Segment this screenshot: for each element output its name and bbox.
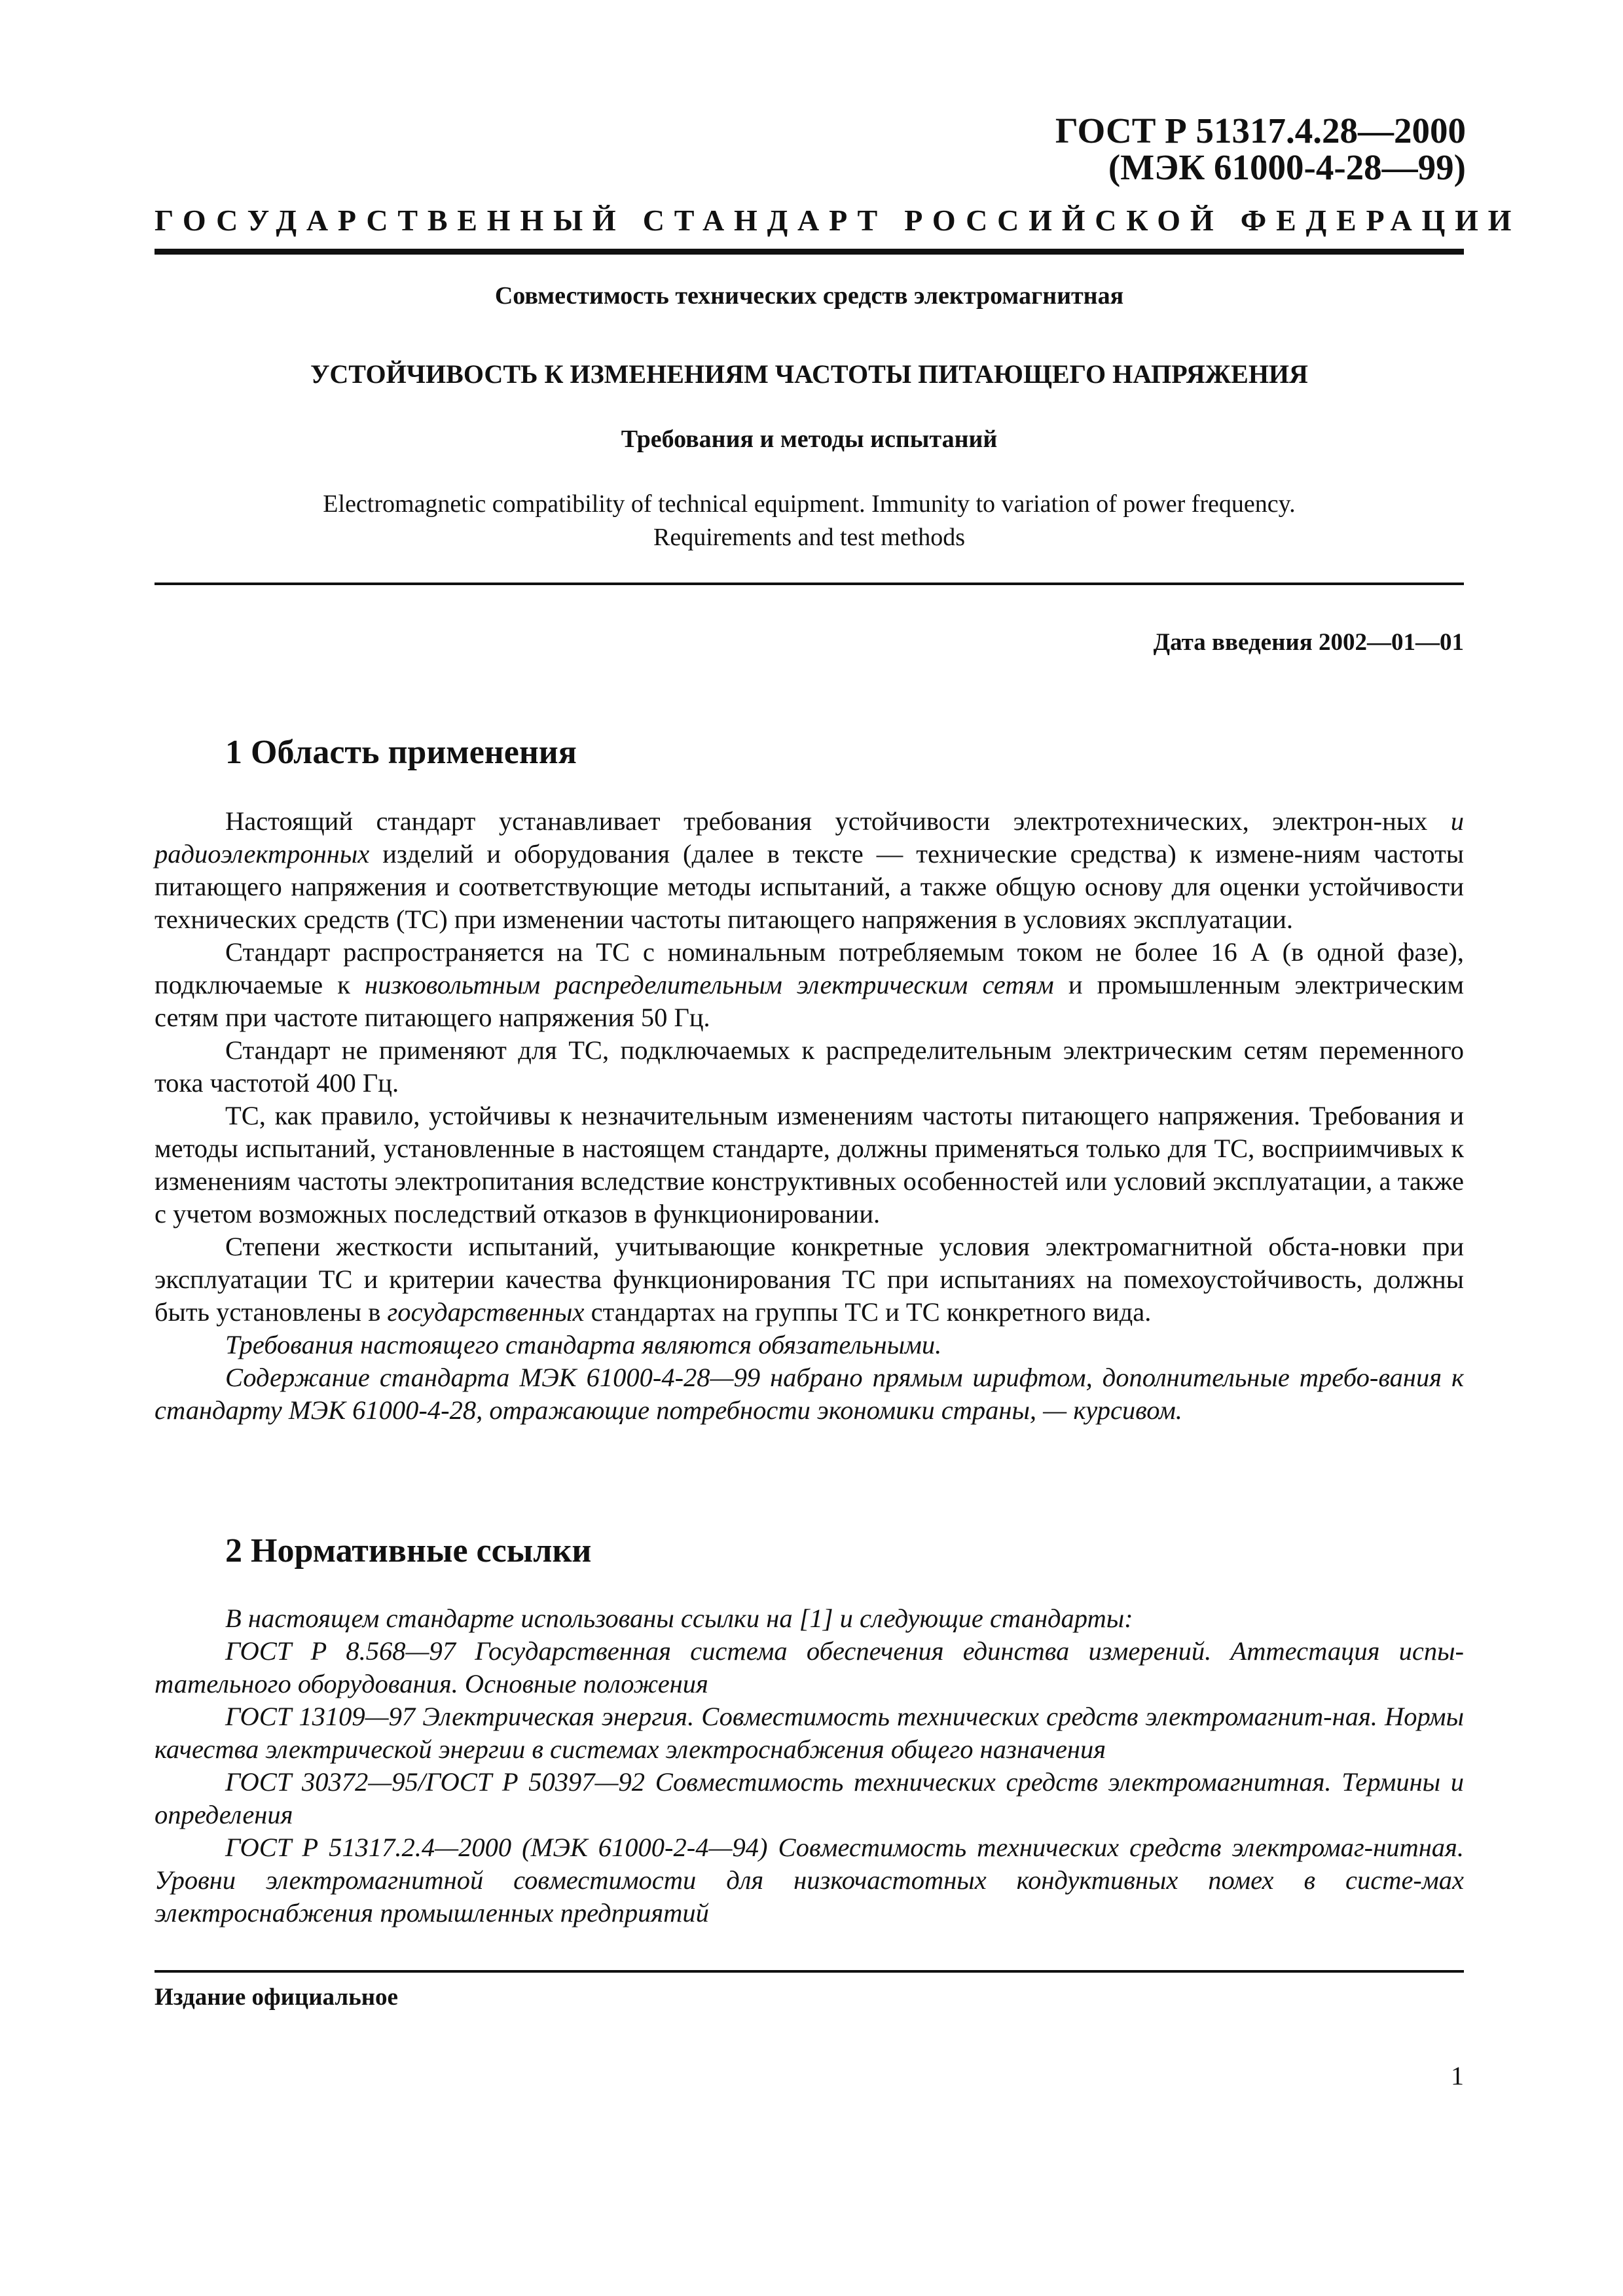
english-title xyxy=(155,488,1464,554)
text-run: Настоящий стандарт устанавливает требования устойчивости электротехнических, электрон-ных xyxy=(225,806,1451,836)
edition-label: Издание официальное xyxy=(155,1984,398,2011)
intro-date: Дата введения 2002—01—01 xyxy=(1153,629,1464,656)
english-title-line1: Electromagnetic compatibility of technical equipment. Immunity to variation of power frequency. xyxy=(323,490,1296,518)
reference-item: ГОСТ 13109—97 Электрическая энергия. Совместимость технических средств электромагнит-ная. Нормы качества электрической энергии в системах электроснабжения общего назначения xyxy=(155,1702,1464,1764)
doc-number-line1: ГОСТ Р 51317.4.28—2000 xyxy=(1055,111,1466,151)
title-subtitle-bottom: Требования и методы испытаний xyxy=(621,425,998,453)
reference-item: ГОСТ Р 8.568—97 Государственная система обеспечения единства измерений. Аттестация испы-тательного оборудования. Основные положения xyxy=(155,1636,1464,1698)
section-body-normative-refs xyxy=(155,1602,1464,1929)
main-title: УСТОЙЧИВОСТЬ К ИЗМЕНЕНИЯМ ЧАСТОТЫ ПИТАЮЩЕГО НАПРЯЖЕНИЯ xyxy=(310,359,1308,389)
text-run-italic: низковольтным распределительным электрическим сетям xyxy=(365,970,1054,999)
paragraph: ТС, как правило, устойчивы к незначительным изменениям частоты питающего напряжения. Требования и методы испытаний, установленные в настоящем стандарте, должны применяться только для ТС, восприимчивых к изменениям частоты электропитания вследствие конструктивных особенностей или условий эксплуатации, а также с учетом возможных последствий отказов в функционировании. xyxy=(155,1101,1464,1229)
paragraph xyxy=(155,1230,1464,1329)
title-block xyxy=(155,281,1464,554)
section-heading-scope: 1 Область применения xyxy=(225,734,577,771)
footer-divider xyxy=(155,1970,1464,1973)
document-number xyxy=(1055,113,1466,186)
title-divider xyxy=(155,583,1464,585)
title-subtitle-top: Совместимость технических средств электромагнитная xyxy=(494,282,1124,310)
reference-item: ГОСТ Р 51317.2.4—2000 (МЭК 61000-2-4—94) Совместимость технических средств электромаг-нитная. Уровни электромагнитной совместимости для низкочастотных кондуктивных помех в систе-мах электроснабжения промышленных предприятий xyxy=(155,1833,1464,1928)
english-title-line2: Requirements and test methods xyxy=(653,524,965,551)
text-run-italic: и радиоэлектронных xyxy=(155,806,1464,869)
text-run: Стандарт распространяется на ТС с номинальным потребляемым током не более 16 А (в одной фазе), подключаемые к xyxy=(155,937,1464,999)
page-number: 1 xyxy=(1451,2061,1464,2090)
header-divider xyxy=(155,249,1464,255)
paragraph xyxy=(155,936,1464,1034)
paragraph: Стандарт не применяют для ТС, подключаемых к распределительным электрическим сетям переменного тока частотой 400 Гц. xyxy=(155,1035,1464,1098)
text-run-italic: государственных xyxy=(387,1297,585,1327)
section-heading-normative-refs: 2 Нормативные ссылки xyxy=(225,1532,592,1570)
section-body-scope xyxy=(155,805,1464,1427)
paragraph xyxy=(155,805,1464,936)
text-run: стандартах на группы ТС и ТС конкретного вида. xyxy=(584,1297,1152,1327)
text-run: и промышленным электрическим сетям при частоте питающего напряжения 50 Гц. xyxy=(155,970,1464,1032)
paragraph: Требования настоящего стандарта являются обязательными. xyxy=(225,1330,942,1359)
paragraph: В настоящем стандарте использованы ссылки на [1] и следующие стандарты: xyxy=(225,1604,1133,1633)
text-run: Степени жесткости испытаний, учитывающие конкретные условия электромагнитной обста-новки при эксплуатации ТС и критерии качества функционирования ТС при испытаниях на помехоустойчивость, должны быть установлены в xyxy=(155,1232,1464,1327)
paragraph: Содержание стандарта МЭК 61000-4-28—99 набрано прямым шрифтом, дополнительные требо-вания к стандарту МЭК 61000-4-28, отражающие потребности экономики страны, — курсивом. xyxy=(155,1363,1464,1425)
doc-number-line2: (МЭК 61000-4-28—99) xyxy=(1108,147,1466,187)
text-run: изделий и оборудования (далее в тексте — технические средства) к измене-ниям частоты питающего напряжения и соответствующие методы испытаний, а также общую основу для оценки устойчивости технических средств (ТС) при изменении частоты питающего напряжения в условиях эксплуатации. xyxy=(155,839,1464,934)
gov-standard-header: ГОСУДАРСТВЕННЫЙ СТАНДАРТ РОССИЙСКОЙ ФЕДЕРАЦИИ xyxy=(155,204,1522,237)
reference-item: ГОСТ 30372—95/ГОСТ Р 50397—92 Совместимость технических средств электромагнитная. Термины и определения xyxy=(155,1767,1464,1829)
